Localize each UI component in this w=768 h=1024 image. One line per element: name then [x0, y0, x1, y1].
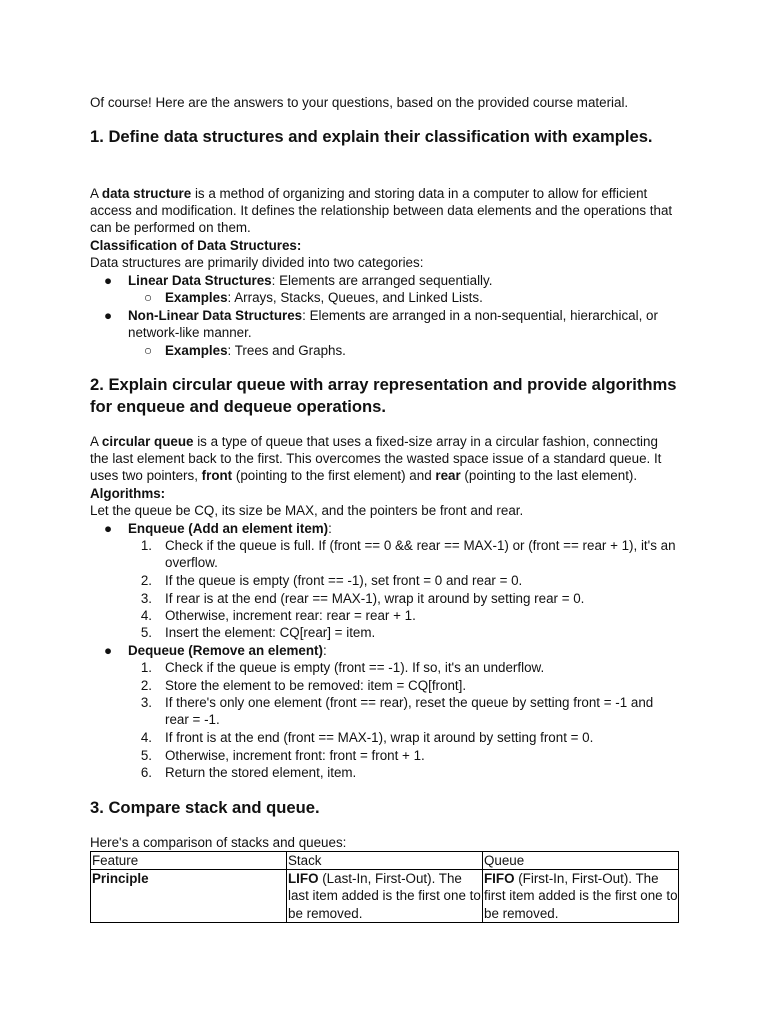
dequeue-step: Check if the queue is empty (front == -1). If so, it's an underflow.: [165, 660, 545, 675]
dequeue-title: Dequeue (Remove an element):: [128, 643, 327, 658]
step-number: 5.: [140, 748, 152, 763]
step-number: 1.: [140, 660, 152, 675]
table-cell-feature: Principle: [91, 870, 287, 923]
list-item-nonlinear-examples: Examples: Trees and Graphs.: [165, 343, 346, 358]
enqueue-step: If rear is at the end (rear == MAX-1), wrap it around by setting rear = 0.: [165, 591, 585, 606]
step-number: 3.: [140, 695, 152, 710]
step-number: 4.: [140, 730, 152, 745]
list-item-nonlinear: Non-Linear Data Structures: Elements are arranged in a non-sequential, hierarchical, or network-like manner.: [128, 308, 658, 341]
section-3-heading: 3. Compare stack and queue.: [90, 798, 320, 817]
data-structure-definition: A data structure is a method of organizing and storing data in a computer to allow for efficient access and modification. It defines the relationship between data elements and the operations that can be performed on them.: [90, 186, 673, 236]
classification-intro: Data structures are primarily divided into two categories:: [90, 255, 424, 270]
dequeue-step: If there's only one element (front == rear), reset the queue by setting front = -1 and rear = -1.: [165, 695, 654, 728]
term-data-structure: data structure: [101, 186, 192, 201]
table-cell-queue: FIFO (First-In, First-Out). The first item added is the first one to be removed.: [484, 871, 678, 921]
algorithms-heading: Algorithms:: [90, 486, 166, 501]
step-number: 5.: [140, 625, 152, 640]
comparison-intro: Here's a comparison of stacks and queues:: [90, 835, 347, 850]
table-row: [91, 870, 679, 923]
table-header-cell: Feature: [91, 852, 287, 870]
list-item-linear-examples: Examples: Arrays, Stacks, Queues, and Linked Lists.: [165, 290, 483, 305]
enqueue-step: Insert the element: CQ[rear] = item.: [165, 625, 376, 640]
enqueue-title: Enqueue (Add an element item):: [128, 521, 332, 536]
comparison-table: [90, 851, 679, 923]
step-number: 6.: [140, 765, 152, 780]
step-number: 1.: [140, 538, 152, 553]
step-number: 4.: [140, 608, 152, 623]
classification-heading: Classification of Data Structures:: [90, 238, 302, 253]
dequeue-step: Return the stored element, item.: [165, 765, 357, 780]
bullet-marker: ●: [104, 308, 113, 323]
intro-text: Of course! Here are the answers to your questions, based on the provided course material.: [90, 95, 629, 110]
sub-bullet-marker: ○: [144, 290, 153, 305]
enqueue-step: Check if the queue is full. If (front == 0 && rear == MAX-1) or (front == rear + 1), it's an overflow.: [165, 538, 676, 571]
step-number: 2.: [140, 573, 152, 588]
sub-bullet-marker: ○: [144, 343, 153, 358]
algorithms-intro: Let the queue be CQ, its size be MAX, and the pointers be front and rear.: [90, 503, 524, 518]
table-header-cell: Queue: [483, 852, 679, 870]
table-cell-stack: LIFO (Last-In, First-Out). The last item added is the first one to be removed.: [288, 871, 481, 921]
section-1-heading: 1. Define data structures and explain their classification with examples.: [90, 127, 653, 146]
circular-queue-definition: A circular queue is a type of queue that uses a fixed-size array in a circular fashion, connecting the last element back to the first. This overcomes the wasted space issue of a standard queue. It uses two pointers, front (pointing to the first element) and rear (pointing to the last element).: [90, 434, 662, 484]
dequeue-step: Store the element to be removed: item = CQ[front].: [165, 678, 467, 693]
bullet-marker: ●: [104, 273, 113, 288]
dequeue-step: If front is at the end (front == MAX-1), wrap it around by setting front = 0.: [165, 730, 594, 745]
section-2-heading: 2. Explain circular queue with array representation and provide algorithms for enqueue and dequeue operations.: [90, 375, 677, 416]
step-number: 3.: [140, 591, 152, 606]
list-item-linear: Linear Data Structures: Elements are arranged sequentially.: [128, 273, 493, 288]
step-number: 2.: [140, 678, 152, 693]
table-header-row: [91, 852, 679, 870]
bullet-marker: ●: [104, 643, 113, 658]
enqueue-step: Otherwise, increment rear: rear = rear + 1.: [165, 608, 416, 623]
table-header-cell: Stack: [287, 852, 483, 870]
bullet-marker: ●: [104, 521, 113, 536]
enqueue-step: If the queue is empty (front == -1), set front = 0 and rear = 0.: [165, 573, 523, 588]
dequeue-step: Otherwise, increment front: front = front + 1.: [165, 748, 425, 763]
